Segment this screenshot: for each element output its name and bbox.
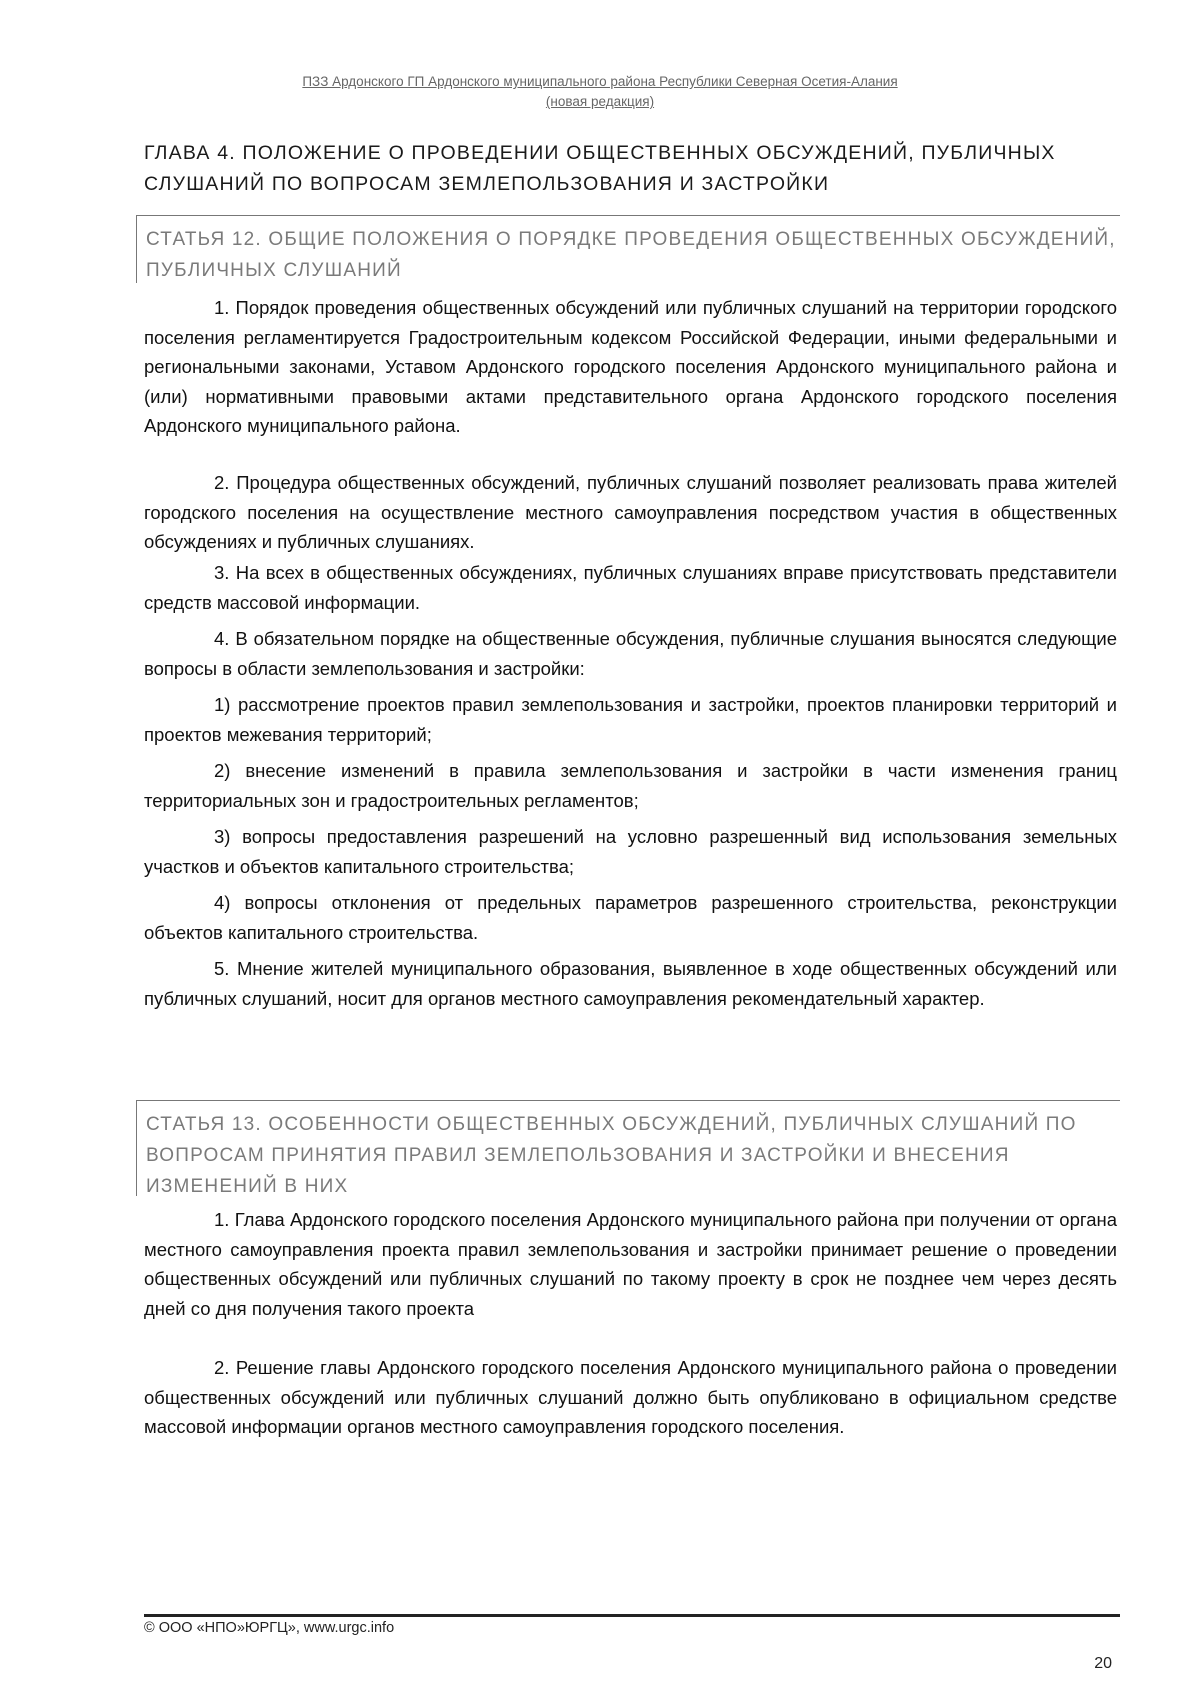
article-12-item-1: 1) рассмотрение проектов правил землепользования и застройки, проектов планировки территорий и проектов межевания территорий; [144,694,1117,745]
page-number: 20 [1094,1655,1112,1672]
footer-divider [144,1614,1120,1617]
article-12-item-2: 2) внесение изменений в правила землепользования и застройки в части изменения границ территориальных зон и градостроительных регламентов; [144,760,1117,811]
article-12-heading [136,215,1120,283]
running-header [200,72,1000,112]
article-12-item-4: 4) вопросы отклонения от предельных параметров разрешенного строительства, реконструкции объектов капитального строительства. [144,892,1117,943]
article-13-heading [136,1100,1120,1196]
article-13-title: СТАТЬЯ 13. ОСОБЕННОСТИ ОБЩЕСТВЕННЫХ ОБСУЖДЕНИЙ, ПУБЛИЧНЫХ СЛУШАНИЙ ПО ВОПРОСАМ ПРИНЯТИЯ ПРАВИЛ ЗЕМЛЕПОЛЬЗОВАНИЯ И ЗАСТРОЙКИ И ВНЕСЕНИЯ ИЗМЕНЕНИЙ В НИХ [146,1114,1077,1197]
article-12-paragraph-3: 3. На всех в общественных обсуждениях, публичных слушаниях вправе присутствовать представители средств массовой информации. [144,562,1117,613]
article-13-paragraph-2: 2. Решение главы Ардонского городского поселения Ардонского муниципального района о проведении общественных обсуждений или публичных слушаний должно быть опубликовано в официальном средстве массовой информации органов местного самоуправления городского поселения. [144,1357,1117,1437]
article-12-item-3: 3) вопросы предоставления разрешений на условно разрешенный вид использования земельных участков и объектов капитального строительства; [144,826,1117,877]
article-12-title: СТАТЬЯ 12. ОБЩИЕ ПОЛОЖЕНИЯ О ПОРЯДКЕ ПРОВЕДЕНИЯ ОБЩЕСТВЕННЫХ ОБСУЖДЕНИЙ, ПУБЛИЧНЫХ СЛУШАНИЙ [146,229,1116,281]
article-12-paragraph-2: 2. Процедура общественных обсуждений, публичных слушаний позволяет реализовать права жителей городского поселения на осуществление местного самоуправления посредством участия в общественных обсуждениях и публичных слушаниях. [144,472,1117,552]
article-13-paragraph-1: 1. Глава Ардонского городского поселения Ардонского муниципального района при получении от органа местного самоуправления проекта правил землепользования и застройки принимает решение о проведении общественных обсуждений или публичных слушаний по такому проекту в срок не позднее чем через десять дней со дня получения такого проекта [144,1209,1117,1319]
article-12-paragraph-4: 4. В обязательном порядке на общественные обсуждения, публичные слушания выносятся следующие вопросы в области землепользования и застройки: [144,628,1117,679]
article-12-paragraph-5: 5. Мнение жителей муниципального образования, выявленное в ходе общественных обсуждений или публичных слушаний, носит для органов местного самоуправления рекомендательный характер. [144,958,1117,1009]
chapter-title: ГЛАВА 4. ПОЛОЖЕНИЕ О ПРОВЕДЕНИИ ОБЩЕСТВЕННЫХ ОБСУЖДЕНИЙ, ПУБЛИЧНЫХ СЛУШАНИЙ ПО ВОПРОСАМ ЗЕМЛЕПОЛЬЗОВАНИЯ И ЗАСТРОЙКИ [144,142,1056,195]
footer-copyright: © ООО «НПО»ЮРГЦ», www.urgc.info [144,1620,395,1636]
header-line-2: (новая редакция) [545,94,655,109]
article-12-paragraph-1: 1. Порядок проведения общественных обсуждений или публичных слушаний на территории городского поселения регламентируется Градостроительным кодексом Российской Федерации, иными федеральными и региональными законами, Уставом Ардонского городского поселения Ардонского муниципального района и (или) нормативными правовыми актами представительного органа Ардонского городского поселения Ардонского муниципального района. [144,297,1117,436]
header-line-1: ПЗЗ Ардонского ГП Ардонского муниципального района Республики Северная Осетия-Алания [302,74,898,89]
